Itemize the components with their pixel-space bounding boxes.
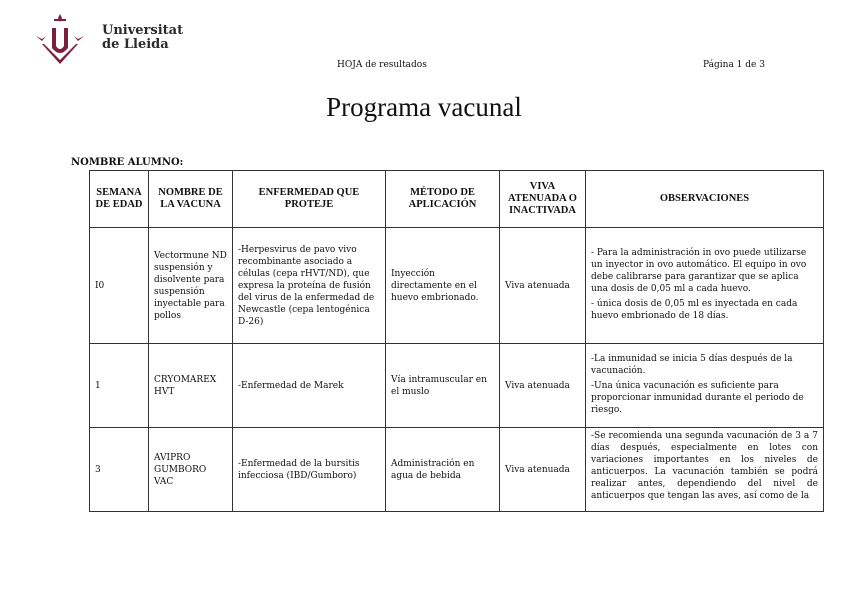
cell-method: Inyección directamente en el huevo embrionado.: [386, 228, 500, 344]
cell-notes: [586, 428, 824, 512]
cell-week: 1: [90, 344, 149, 428]
header-notes: OBSERVACIONES: [586, 171, 824, 228]
cell-type: Viva atenuada: [500, 344, 586, 428]
cell-disease: -Enfermedad de Marek: [233, 344, 386, 428]
header-method: MÉTODO DE APLICACIÓN: [386, 171, 500, 228]
cell-vaccine: Vectormune ND suspensión y disolvente para suspensión inyectable para pollos: [149, 228, 233, 344]
university-name-line1: Universitat: [102, 23, 184, 38]
note-text: -Se recomienda una segunda vacunación de 3 a 7 días después, especialmente en lotes con variaciones importantes en los niveles de anticuerpos. La vacunación también se podrá realizar antes, dependiendo del nivel de anticuerpos que tengan las aves, así como de la: [591, 431, 818, 501]
table-row: [90, 228, 824, 344]
university-emblem-icon: [30, 12, 94, 68]
header-type: VIVA ATENUADA O INACTIVADA: [500, 171, 586, 228]
vaccination-table: [89, 170, 824, 512]
cell-type: Viva atenuada: [500, 428, 586, 512]
page-indicator: Página 1 de 3: [703, 60, 765, 70]
document-title: Programa vacunal: [326, 92, 522, 122]
cell-method: Administración en agua de bebida: [386, 428, 500, 512]
header-disease: ENFERMEDAD QUE PROTEJE: [233, 171, 386, 228]
university-name-line2: de Lleida: [102, 37, 169, 52]
cell-week: I0: [90, 228, 149, 344]
header-week: SEMANA DE EDAD: [90, 171, 149, 228]
university-logo: [30, 12, 190, 68]
note-text: - Para la administración in ovo puede utilizarse un inyector in ovo automático. El equipo in ovo debe calibrarse para garantizar que se aplica una dosis de 0,05 ml a cada huevo.: [591, 247, 807, 294]
note-text: -La inmunidad se inicia 5 días después de la vacunación.: [591, 353, 793, 376]
cell-notes: [586, 228, 824, 344]
cell-vaccine: CRYOMAREX HVT: [149, 344, 233, 428]
cell-notes: [586, 344, 824, 428]
sheet-label: HOJA de resultados: [337, 60, 427, 70]
cell-type: Viva atenuada: [500, 228, 586, 344]
table-row: [90, 428, 824, 512]
cell-disease: -Enfermedad de la bursitis infecciosa (IBD/Gumboro): [233, 428, 386, 512]
cell-vaccine: AVIPRO GUMBORO VAC: [149, 428, 233, 512]
university-name: [102, 24, 183, 52]
cell-disease: -Herpesvirus de pavo vivo recombinante asociado a células (cepa rHVT/ND), que expresa la proteína de fusión del virus de la enfermedad de Newcastle (cepa lentogénica D-26): [233, 228, 386, 344]
header-vaccine: NOMBRE DE LA VACUNA: [149, 171, 233, 228]
cell-method: Vía intramuscular en el muslo: [386, 344, 500, 428]
note-text: - única dosis de 0,05 ml es inyectada en cada huevo embrionado de 18 días.: [591, 298, 798, 321]
cell-week: 3: [90, 428, 149, 512]
student-name-label: NOMBRE ALUMNO:: [71, 157, 184, 168]
table-header-row: [90, 171, 824, 228]
note-text: -Una única vacunación es suficiente para proporcionar inmunidad durante el periodo de riesgo.: [591, 380, 804, 415]
table-row: [90, 344, 824, 428]
